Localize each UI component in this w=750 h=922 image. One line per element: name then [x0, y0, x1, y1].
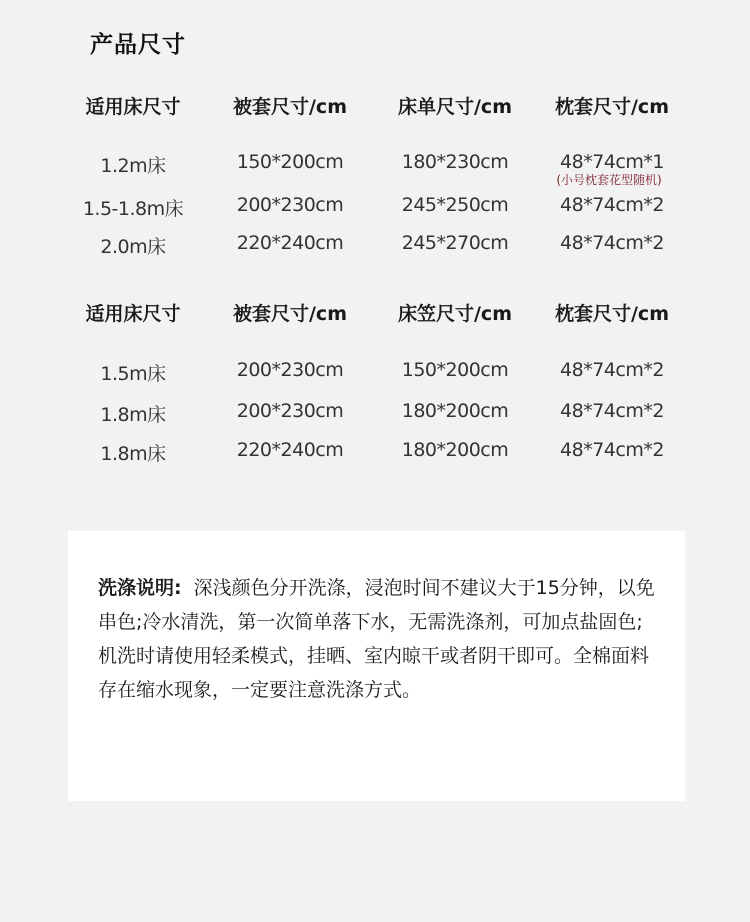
pillowcase-size-cell: 48*74cm*2: [560, 439, 664, 461]
sheet-size-cell: 180*230cm: [401, 151, 509, 173]
pillowcase-size-cell: 48*74cm*2: [560, 359, 664, 381]
bed-size-cell: 1.8m床: [100, 404, 166, 426]
table-row: [0, 439, 750, 469]
header-sheet-size: 床单尺寸/cm: [397, 96, 513, 118]
page-title: 产品尺寸: [90, 32, 186, 58]
pillowcase-size-cell: 48*74cm*2: [560, 400, 664, 422]
pillowcase-size-cell: 48*74cm*1: [560, 151, 664, 173]
bed-size-cell: 1.2m床: [100, 155, 166, 177]
header-duvet-size: 被套尺寸/cm: [232, 96, 348, 118]
duvet-size-cell: 220*240cm: [236, 439, 344, 461]
header-bed-size: 适用床尺寸: [85, 303, 181, 325]
duvet-size-cell: 200*230cm: [236, 400, 344, 422]
header-duvet-size: 被套尺寸/cm: [232, 303, 348, 325]
table-header-row: [0, 92, 750, 122]
header-pillowcase-size: 枕套尺寸/cm: [554, 303, 670, 325]
table-row: [0, 194, 750, 224]
washing-instructions: [98, 571, 658, 707]
sheet-size-cell: 245*270cm: [401, 232, 509, 254]
duvet-size-cell: 200*230cm: [236, 194, 344, 216]
washing-instructions-text: 深浅颜色分开洗涤，浸泡时间不建议大于15分钟，以免串色;冷水清洗，第一次简单落下水，无需洗涤剂，可加点盐固色;机洗时请使用轻柔模式，挂晒、室内晾干或者阴干即可。全棉面料存在缩水现象，一定要注意洗涤方式。: [98, 577, 655, 701]
sheet-size-cell: 245*250cm: [401, 194, 509, 216]
table-header-row: [0, 299, 750, 329]
header-bed-size: 适用床尺寸: [85, 96, 181, 118]
table-row: [0, 359, 750, 389]
bed-size-cell: 2.0m床: [100, 236, 166, 258]
header-pillowcase-size: 枕套尺寸/cm: [554, 96, 670, 118]
table-row: [0, 400, 750, 430]
bed-size-cell: 1.5m床: [100, 363, 166, 385]
washing-instructions-card: [68, 531, 685, 801]
washing-instructions-label: 洗涤说明:: [98, 577, 182, 599]
bed-size-cell: 1.5-1.8m床: [82, 198, 184, 220]
pillowcase-note: (小号枕套花型随机): [556, 173, 662, 187]
header-fitted-sheet-size: 床笠尺寸/cm: [397, 303, 513, 325]
fitted-sheet-size-cell: 180*200cm: [401, 400, 509, 422]
duvet-size-cell: 150*200cm: [236, 151, 344, 173]
table-row: [0, 232, 750, 262]
duvet-size-cell: 200*230cm: [236, 359, 344, 381]
fitted-sheet-size-cell: 180*200cm: [401, 439, 509, 461]
duvet-size-cell: 220*240cm: [236, 232, 344, 254]
pillowcase-size-cell: 48*74cm*2: [560, 232, 664, 254]
bed-size-cell: 1.8m床: [100, 443, 166, 465]
fitted-sheet-size-cell: 150*200cm: [401, 359, 509, 381]
pillowcase-size-cell: 48*74cm*2: [560, 194, 664, 216]
